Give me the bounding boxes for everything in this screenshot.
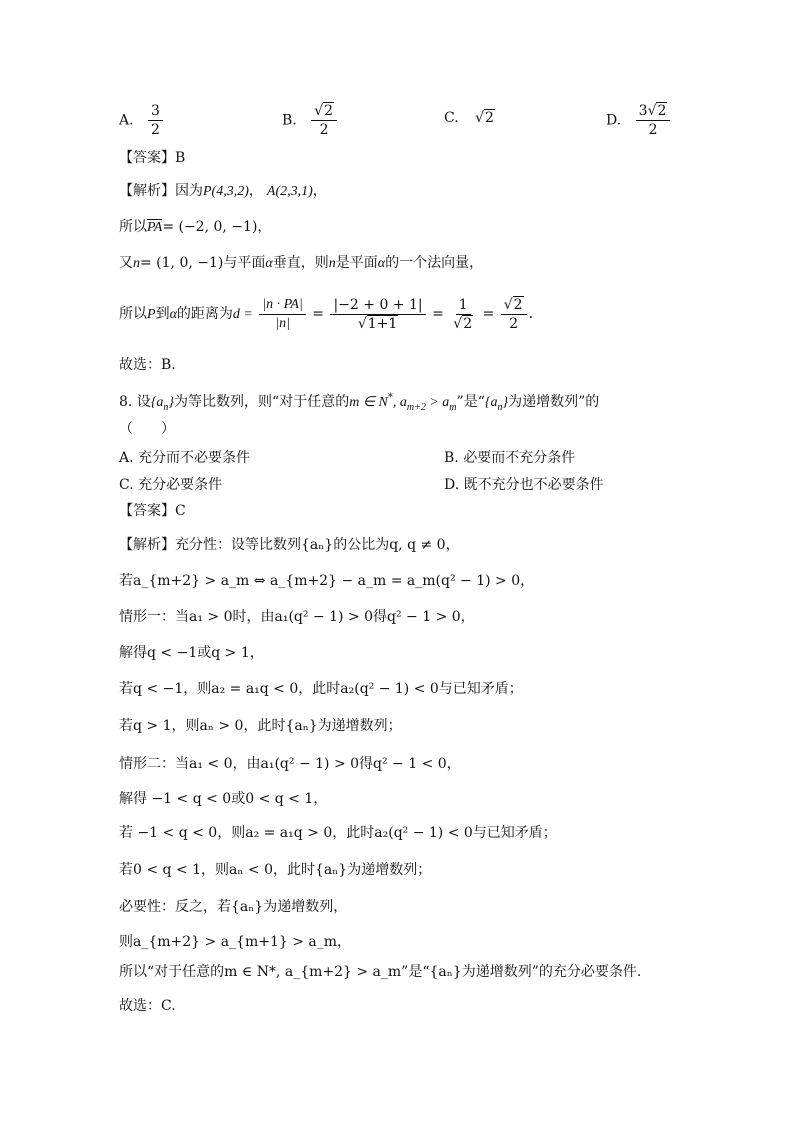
text: 的一个法向量， <box>385 255 484 271</box>
q8-option-b: B. 必要而不充分条件 <box>444 450 576 466</box>
subscript: n <box>497 402 503 413</box>
analysis-line: 解得q < −1或q > 1， <box>119 645 264 661</box>
answer-value: C <box>175 503 186 519</box>
q8-option-a: A. 充分而不必要条件 <box>119 450 251 466</box>
math: } <box>502 395 509 410</box>
subscript: m+2 <box>406 402 426 413</box>
option-b-radicand: 2 <box>324 103 334 119</box>
option-b <box>282 102 339 139</box>
option-d-fraction <box>636 102 671 139</box>
option-a-label: A. <box>119 112 134 129</box>
equals: = <box>482 306 495 322</box>
option-a-numerator: 3 <box>148 102 163 121</box>
point-a: A(2,3,1) <box>266 184 313 199</box>
analysis-line: 则a_{m+2} > a_{m+1} > a_m， <box>119 934 352 950</box>
math: > a <box>425 395 450 410</box>
fraction-denominator: |n| <box>275 315 290 331</box>
fraction-numerator: 1 <box>456 296 471 315</box>
vector-value: = (1, 0, −1) <box>140 255 224 271</box>
option-c-radicand: 2 <box>485 110 494 126</box>
plane-alpha: α <box>169 307 177 322</box>
fraction-denominator: √2 <box>453 315 473 332</box>
q7-analysis-line-2 <box>119 217 271 238</box>
text: 又 <box>119 255 133 271</box>
math: m ∈ N <box>349 395 388 410</box>
text: 的距离为 <box>176 306 233 322</box>
q8-paren: （ ） <box>119 421 175 437</box>
analysis-line: 解得 −1 < q < 0或0 < q < 1， <box>119 791 328 807</box>
fraction-numerator: √2 <box>501 296 527 315</box>
text: ， <box>248 183 263 199</box>
text: ， <box>257 219 272 235</box>
radicand: 2 <box>463 315 473 332</box>
distance-d: d = <box>232 307 253 322</box>
option-b-denominator: 2 <box>319 122 329 138</box>
plane-alpha: α <box>377 256 386 271</box>
option-a-denominator: 2 <box>151 122 160 138</box>
vector-pa: PA <box>147 220 163 235</box>
text: 为等比数列，则“对于任意的 <box>174 394 350 410</box>
analysis-tag: 【解析】 <box>119 183 175 199</box>
radicand: 1+1 <box>367 315 398 332</box>
text: . <box>528 306 534 322</box>
analysis-line: 若q < −1，则a₂ = a₁q < 0，此时a₂(q² − 1) < 0与已知矛盾； <box>119 681 523 697</box>
fraction-denominator: 2 <box>509 315 519 332</box>
text: 与平面 <box>223 255 266 271</box>
analysis-line: 故选：C. <box>119 998 176 1014</box>
analysis-line: 情形一：当a₁ > 0时，由a₁(q² − 1) > 0得q² − 1 > 0， <box>119 609 475 625</box>
superscript: * <box>387 392 393 403</box>
distance-fraction-2 <box>330 296 425 333</box>
option-b-fraction <box>311 102 337 139</box>
q8-option-c: C. 充分必要条件 <box>119 477 223 493</box>
answer-value: B <box>175 150 186 166</box>
option-d-denominator: 2 <box>648 122 658 138</box>
answer-tag: 【答案】 <box>119 503 175 519</box>
option-d-coefficient: 3 <box>638 103 648 119</box>
option-b-numerator: √2 <box>311 102 337 121</box>
analysis-line: 必要性：反之，若{aₙ}为递增数列， <box>119 899 348 915</box>
distance-fraction-4 <box>501 296 527 333</box>
text: 所以 <box>119 306 147 322</box>
analysis-line: 所以“对于任意的m ∈ N*, a_{m+2} > a_m”是“{aₙ}为递增数列”的充分必要条件. <box>119 964 642 980</box>
q8-answer <box>119 501 186 521</box>
option-d <box>606 102 672 139</box>
text: 垂直，则 <box>272 255 329 271</box>
text: 8. 设 <box>119 394 151 410</box>
math: } <box>168 395 175 410</box>
distance-fraction-1 <box>259 296 306 333</box>
option-c: C. √2 <box>444 110 494 126</box>
math: {a <box>150 395 164 410</box>
text: 为递增数列”的 <box>508 394 600 410</box>
vector-n: n <box>328 256 336 271</box>
plane-alpha: α <box>265 256 273 271</box>
equals: = <box>312 306 325 322</box>
analysis-line: 若q > 1，则aₙ > 0，此时{aₙ}为递增数列； <box>119 718 402 734</box>
vector-n: n <box>133 256 140 271</box>
text: ”是“ <box>456 394 485 410</box>
math: {a <box>484 395 498 410</box>
analysis-line: 情形二：当a₁ < 0，由a₁(q² − 1) > 0得q² − 1 < 0， <box>119 756 461 772</box>
option-d-label: D. <box>606 112 622 129</box>
q7-choice: 故选：B. <box>119 357 176 373</box>
q8-stem <box>119 388 599 418</box>
analysis-line: 若a_{m+2} > a_m ⇔ a_{m+2} − a_m = a_m(q² − 1) > 0， <box>119 573 535 589</box>
q8-option-d: D. 既不充分也不必要条件 <box>444 477 604 493</box>
point-p: P <box>147 307 156 322</box>
vector-value: = (−2, 0, −1) <box>162 219 258 235</box>
text: 因为 <box>175 183 203 199</box>
text: 到 <box>155 306 170 322</box>
option-b-label: B. <box>282 112 297 129</box>
option-d-radicand: 2 <box>657 103 667 119</box>
analysis-line: 若0 < q < 1，则aₙ < 0，此时{aₙ}为递增数列； <box>119 862 432 878</box>
analysis-line: 【解析】充分性：设等比数列{aₙ}的公比为q, q ≠ 0， <box>119 537 460 553</box>
fraction-numerator: |n · PA| <box>259 296 306 315</box>
q7-answer <box>119 148 185 168</box>
option-d-numerator: 3√2 <box>636 102 671 121</box>
text: 所以 <box>119 219 147 235</box>
analysis-line: 若 −1 < q < 0，则a₂ = a₁q > 0，此时a₂(q² − 1) < 0与已知矛盾； <box>119 825 557 841</box>
distance-fraction-3 <box>450 296 476 333</box>
radicand: 2 <box>513 296 523 313</box>
fraction-denominator: √1+1 <box>357 315 398 332</box>
equals: = <box>432 306 444 322</box>
subscript: n <box>163 402 169 413</box>
option-a <box>119 102 165 139</box>
q7-analysis-line-4 <box>119 294 533 335</box>
text: 是平面 <box>335 255 378 271</box>
point-p: P(4,3,2) <box>203 184 249 199</box>
subscript: m <box>449 402 457 413</box>
text: ， <box>312 183 327 199</box>
q7-analysis-line-1 <box>119 181 327 202</box>
option-c-label: C. <box>444 110 459 126</box>
q7-analysis-line-3 <box>119 253 483 274</box>
fraction-numerator: |−2 + 0 + 1| <box>330 296 425 315</box>
math: , a <box>392 395 407 410</box>
answer-tag: 【答案】 <box>119 150 175 166</box>
option-a-fraction <box>148 102 163 139</box>
